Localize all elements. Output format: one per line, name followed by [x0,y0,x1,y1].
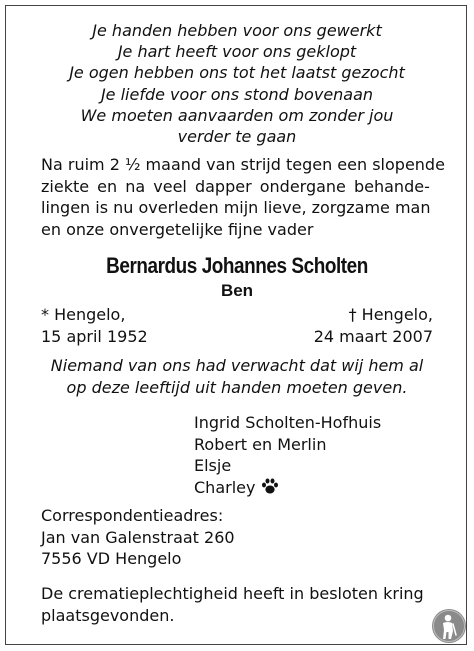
poem [0,20,474,147]
birth-info [41,304,148,347]
deceased-nickname: Ben [220,281,254,300]
deceased-name: Bernardus Johannes Scholten [106,253,368,278]
poem-line: Je ogen hebben ons tot het laatst gezocht [69,63,405,83]
announcement-line: Na ruim 2 ½ maand van strijd tegen een slopende [41,155,445,174]
family-member: Elsje [194,456,232,475]
death-info [314,304,433,347]
correspondence-street: Jan van Galenstraat 260 [41,527,235,547]
death-date: 24 maart 2007 [313,326,433,346]
quote-line: Niemand van ons had verwacht dat wij hem al [50,356,424,375]
announcement-line: en onze onvergetelijke fijne vader [41,219,314,239]
family-member: Charley [194,477,256,497]
poem-line: Je hart heeft voor ons geklopt [117,42,357,62]
family-member: Robert en Merlin [194,434,327,454]
family-member-with-icon [194,477,381,501]
announcement-line: ziekte en na veel dapper ondergane behande- [41,176,430,196]
cremation-line: De crematieplechtigheid heeft in besloten kring [41,584,424,603]
correspondence-block [41,505,235,570]
poem-line: verder te gaan [177,127,297,147]
correspondence-label: Correspondentieadres: [41,506,224,525]
paw-print-icon [261,478,279,501]
family-list [194,412,381,500]
birth-date: 15 april 1952 [41,326,148,346]
poem-line: We moeten aanvaarden om zonder jou [80,105,394,125]
correspondence-city: 7556 VD Hengelo [41,549,182,568]
family-member: Ingrid Scholten-Hofhuis [194,413,382,432]
announcement-line: lingen is nu overleden mijn lieve, zorgzame man [41,198,431,217]
cremation-text [41,583,434,626]
birth-place: * Hengelo, [41,305,126,324]
publisher-logo-icon [431,608,467,648]
poem-line: Je liefde voor ons stond bovenaan [100,84,374,104]
announcement-text [41,154,445,240]
quote [0,355,474,399]
cremation-line: plaatsgevonden. [41,605,175,625]
poem-line: Je handen hebben voor ons gewerkt [92,21,382,40]
death-place: † Hengelo, [348,305,433,324]
quote-line: op deze leeftijd uit handen moeten geven. [66,378,408,397]
